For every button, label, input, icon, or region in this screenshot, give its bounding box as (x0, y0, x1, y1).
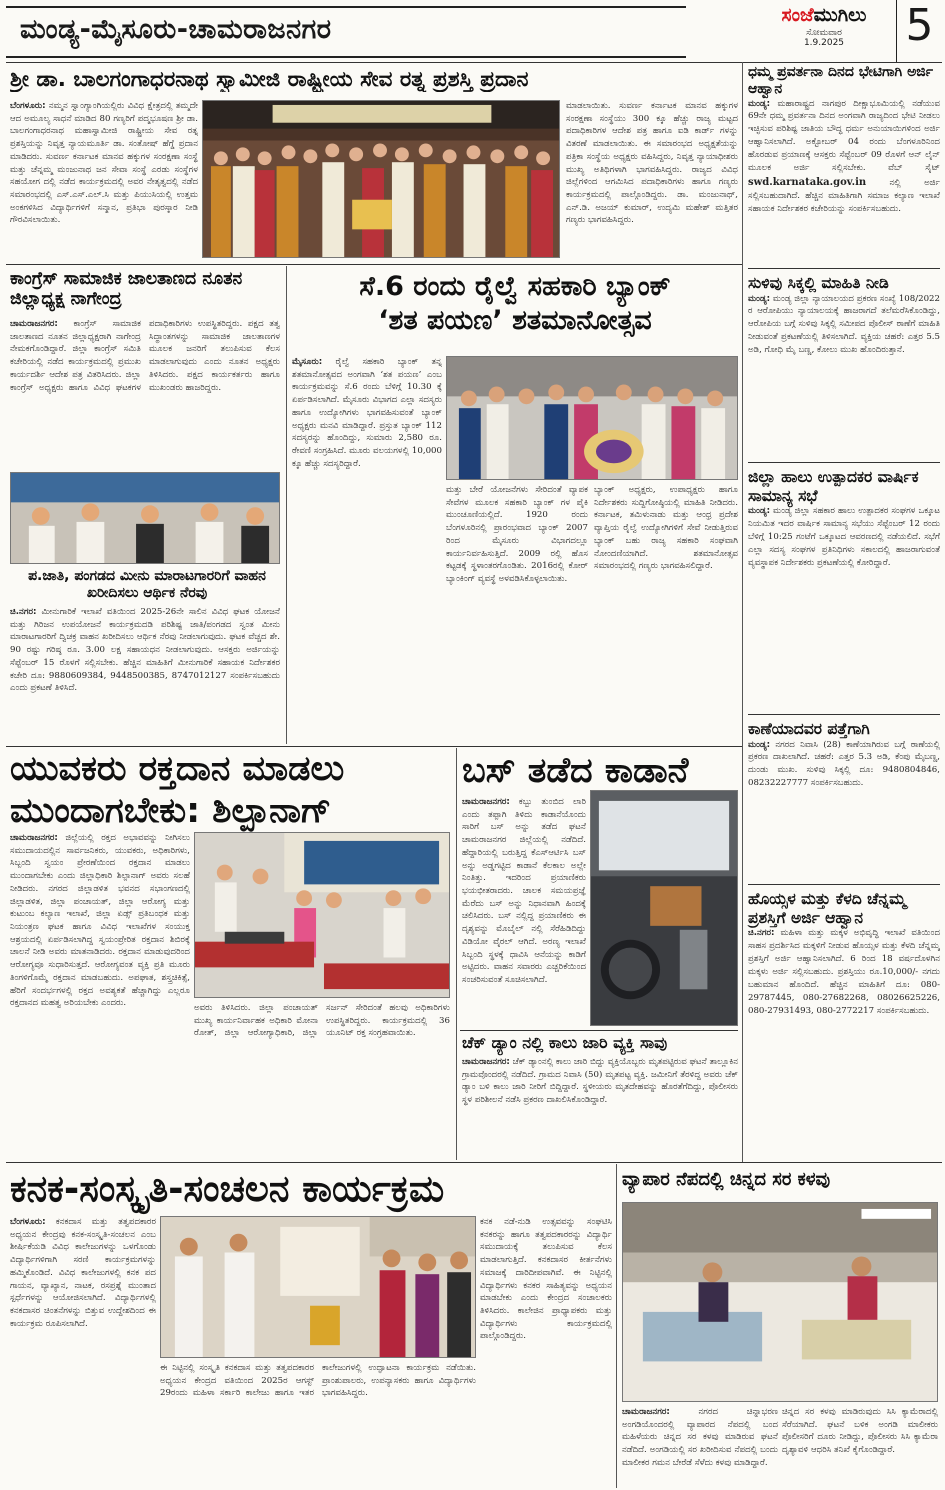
brand-logo[interactable] (760, 4, 888, 62)
theft-body-left (622, 1406, 778, 1484)
checkdam-headline: ಚೆಕ್ ಡ್ಯಾಂ ನಲ್ಲಿ ಕಾಲು ಜಾರಿ ವ್ಯಕ್ತಿ ಸಾವು (462, 1033, 668, 1052)
sidebar-dateline: ಚಿ.ನಗರ: (748, 928, 775, 939)
elephant-body (462, 796, 586, 1024)
theft-text-left: ನಗರದ ಚಿನ್ನಾಭರಣ ಅಂಗಡಿಯೊಂದರಲ್ಲಿ ವ್ಯಾಪಾರದ ನೆಪದಲ್ಲಿ ಬಂದ ಮಹಿಳೆಯರು ಚಿನ್ನದ ಸರ ಕಳವು ಮಾಡಿರುವ ಘಟನೆ ನಡೆದಿದೆ. ಅಂಗಡಿಯಲ್ಲಿ ಸರ ಖರೀದಿಸುವ ನೆಪದಲ್ಲಿ ಬಂದು ಮಾಲೀಕರ ಗಮನ ಬೇರೆಡೆ ಸೆಳೆದು ಕಳವು ಮಾಡಿದ್ದಾರೆ. (622, 1407, 778, 1468)
blood-body-right: ಅವರು ತಿಳಿಸಿದರು. ಜಿಲ್ಲಾ ಪಂಚಾಯತ್ ಮುಖ್ಯ ಕಾರ್ಯನಿರ್ವಾಹಕ ಅಧಿಕಾರಿ ಮೋನಾ ರೋತ್, ಜಿಲ್ಲಾ ಆರೋಗ್ಯಾಧಿಕಾರಿ, ಜಿಲ್ಲಾ ಸರ್ಜನ್ ಸೇರಿದಂತೆ ಹಲವು ಅಧಿಕಾರಿಗಳು ಉಪಸ್ಥಿತರಿದ್ದರು. ಕಾರ್ಯಕ್ರಮದಲ್ಲಿ 36 ಯೂನಿಟ್ ರಕ್ತ ಸಂಗ್ರಹವಾಯಿತು. (194, 1003, 450, 1039)
kanaka-body-mid: ಈ ನಿಟ್ಟಿನಲ್ಲಿ ಸಂಸ್ಕೃತಿ ಕನಕದಾಸ ಮತ್ತು ತತ್ವಪದಕಾರರ ಅಧ್ಯಯನ ಕೇಂದ್ರದ ವತಿಯಿಂದ 2025ರ ಆಗಸ್ಟ್ 29ರಂದು ಮಹಿಳಾ ಸರ್ಕಾರಿ ಕಾಲೇಜು ಹಾಗೂ ಇತರ ಕಾಲೇಜುಗಳಲ್ಲಿ ಉದ್ಘಾಟನಾ ಕಾರ್ಯಕ್ರಮ ನಡೆಯಿತು. ಪ್ರಾಂಶುಪಾಲರು, ಉಪನ್ಯಾಸಕರು ಹಾಗೂ ವಿದ್ಯಾರ್ಥಿಗಳು ಭಾಗವಹಿಸಿದ್ದರು. (160, 1363, 476, 1399)
sidebar-body (748, 293, 940, 453)
sidebar-body (748, 739, 940, 877)
congress-headline: ಕಾಂಗ್ರೆಸ್ ಸಾಮಾಜಿಕ ಜಾಲತಾಣದ ನೂತನ ಜಿಲ್ಲಾಧ್ಯಕ್ಷ ನಾಗೇಂದ್ರ (10, 269, 243, 309)
sidebar-headline: ಹೊಯ್ಸಳ ಮತ್ತು ಕೆಳದಿ ಚೆನ್ನಮ್ಮ ಪ್ರಶಸ್ತಿಗೆ ಅರ್ಜಿ ಆಹ್ವಾನ (748, 890, 906, 927)
blood-text-left: ಜಿಲ್ಲೆಯಲ್ಲಿ ರಕ್ತದ ಅಭಾವವನ್ನು ನೀಗಿಸಲು ಸಮುದಾಯದಲ್ಲಿನ ಸಾರ್ವಜನಿಕರು, ಯುವಕರು, ಅಧಿಕಾರಿಗಳು, ಸಿಬ್ಬಂದಿ ಸ್ವಯಂ ಪ್ರೇರಣೆಯಿಂದ ರಕ್ತದಾನ ಮಾಡಲು ಮುಂದಾಗಬೇಕು ಎಂದು ಜಿಲ್ಲಾಧಿಕಾರಿ ಶಿಲ್ಪಾನಾಗ್ ಅವರು ಸಲಹೆ ನೀಡಿದರು. ನಗರದ ಜಿಲ್ಲಾಡಳಿತ ಭವನದ ಸಭಾಂಗಣದಲ್ಲಿ ಜಿಲ್ಲಾಡಳಿತ, ಜಿಲ್ಲಾ ಪಂಚಾಯತ್, ಜಿಲ್ಲಾ ಆರೋಗ್ಯ ಮತ್ತು ಕುಟುಂಬ ಕಲ್ಯಾಣ ಇಲಾಖೆ, ಜಿಲ್ಲಾ ಏಡ್ಸ್ ಪ್ರತಿಬಂಧಕ ಮತ್ತು ನಿಯಂತ್ರಣ ಘಟಕ ಹಾಗೂ ವಿವಿಧ ಇಲಾಖೆಗಳ ಸಂಯುಕ್ತ ಆಶ್ರಯದಲ್ಲಿ ಏರ್ಪಡಿಸಲಾಗಿದ್ದ ಸ್ವಯಂಪ್ರೇರಿತ ರಕ್ತದಾನ ಶಿಬಿರಕ್ಕೆ ಚಾಲನೆ ನೀಡಿ ಅವರು ಮಾತನಾಡಿದರು. ರಕ್ತದಾನ ಮಾಡುವುದರಿಂದ ಆರೋಗ್ಯವೂ ಸುಧಾರಿಸುತ್ತದೆ. ಆರೋಗ್ಯವಂತ ವ್ಯಕ್ತಿ ಪ್ರತಿ ಮೂರು ತಿಂಗಳಿಗೊಮ್ಮೆ ರಕ್ತದಾನ ಮಾಡಬಹುದು. ಅಪಘಾತ, ಶಸ್ತ್ರಚಿಕಿತ್ಸೆ, ಹೆರಿಗೆ ಸಂದರ್ಭಗಳಲ್ಲಿ ರಕ್ತದ ಅವಶ್ಯಕತೆ ಹೆಚ್ಚಾಗಿದ್ದು ಎಲ್ಲರೂ ರಕ್ತದಾನದ ಮಹತ್ವ ಅರಿಯಬೇಕು ಎಂದರು. (10, 833, 190, 1009)
checkdam-dateline: ಚಾಮರಾಜನಗರ: (462, 1057, 510, 1067)
kanaka-dateline: ಬೆಂಗಳೂರು: (10, 1217, 46, 1227)
sidebar-text: ಮಂಡ್ಯ ಜಿಲ್ಲಾ ಸಹಕಾರ ಹಾಲು ಉತ್ಪಾದಕರ ಸಂಘಗಳ ಒಕ್ಕೂಟ ನಿಯಮಿತ ಇದರ ವಾರ್ಷಿಕ ಸಾಮಾನ್ಯ ಸಭೆಯು ಸೆಪ್ಟೆಂಬರ್ 12 ರಂದು ಬೆಳಿಗ್ಗೆ 10:25 ಗಂಟೆಗೆ ಒಕ್ಕೂಟದ ಆವರಣದಲ್ಲಿ ನಡೆಯಲಿದೆ. ಸಭೆಗೆ ಎಲ್ಲಾ ಸದಸ್ಯ ಸಂಘಗಳ ಪ್ರತಿನಿಧಿಗಳು ಸಕಾಲದಲ್ಲಿ ಹಾಜರಾಗುವಂತೆ ವ್ಯವಸ್ಥಾಪಕ ನಿರ್ದೇಶಕರು ಪ್ರಕಟಣೆಯಲ್ಲಿ ಕೋರಿದ್ದಾರೆ. (748, 506, 940, 568)
congress-text: ಕಾಂಗ್ರೆಸ್ ಸಾಮಾಜಿಕ ಜಾಲತಾಣದ ನೂತನ ಜಿಲ್ಲಾಧ್ಯಕ್ಷರಾಗಿ ನಾಗೇಂದ್ರ ನೇಮಕಗೊಂಡಿದ್ದಾರೆ. ಜಿಲ್ಲಾ ಕಾಂಗ್ರೆಸ್ ಸಮಿತಿ ಕಚೇರಿಯಲ್ಲಿ ನಡೆದ ಕಾರ್ಯಕ್ರಮದಲ್ಲಿ ಪ್ರಮುಖ ಕಾರ್ಯದರ್ಶಿ ಆದೇಶ ಪತ್ರ ವಿತರಿಸಿದರು. ಜಿಲ್ಲಾ ಕಾಂಗ್ರೆಸ್ ಅಧ್ಯಕ್ಷರು ಹಾಗೂ ವಿವಿಧ ಘಟಕಗಳ ಪದಾಧಿಕಾರಿಗಳು ಉಪಸ್ಥಿತರಿದ್ದರು. ಪಕ್ಷದ ತತ್ವ ಸಿದ್ಧಾಂತಗಳನ್ನು ಸಾಮಾಜಿಕ ಜಾಲತಾಣಗಳ ಮೂಲಕ ಜನರಿಗೆ ತಲುಪಿಸುವ ಕೆಲಸ ಮಾಡಲಾಗುವುದು ಎಂದು ನೂತನ ಅಧ್ಯಕ್ಷರು ತಿಳಿಸಿದರು. ಪಕ್ಷದ ಕಾರ್ಯಕರ್ತರು ಹಾಗೂ ಮುಖಂಡರು ಹಾಜರಿದ್ದರು. (10, 319, 280, 393)
issue-date: 1.9.2025 (803, 38, 845, 48)
award-photo (202, 100, 560, 258)
kanaka-headline: ಕನಕ-ಸಂಸ್ಕೃತಿ-ಸಂಚಲನ ಕಾರ್ಯಕ್ರಮ (10, 1167, 445, 1210)
bank-body-mid: ಮತ್ತು ಬೇರೆ ಯೋಜನೆಗಳು ಸೇರಿದಂತೆ ವ್ಯಾಪಕ ಸೇವೆಗಳ ಮೂಲಕ ಸಹಕಾರಿ ಬ್ಯಾಂಕ್ ಗಳ ಪೈಕಿ ಮುಂಚೂಣಿಯಲ್ಲಿದೆ. 1920 ರಂದು ಬೆಂಗಳೂರಿನಲ್ಲಿ ಪ್ರಾರಂಭವಾದ ಬ್ಯಾಂಕ್ 2007 ರಿಂದ ಮೈಸೂರು ವಿಭಾಗದಲ್ಲೂ ಕಾರ್ಯನಿರ್ವಹಿಸುತ್ತಿದೆ. 2009 ರಲ್ಲಿ ಹೊಸ ಕಟ್ಟಡಕ್ಕೆ ಸ್ಥಳಾಂತರಗೊಂಡಿತು. 2016ರಲ್ಲಿ ಕೋರ್ ಬ್ಯಾಂಕಿಂಗ್ ವ್ಯವಸ್ಥೆ ಅಳವಡಿಸಿಕೊಳ್ಳಲಾಯಿತು. (446, 485, 588, 585)
award-body-left (10, 100, 198, 258)
sidebar-headline: ಜಿಲ್ಲಾ ಹಾಲು ಉತ್ಪಾದಕರ ವಾರ್ಷಿಕ ಸಾಮಾನ್ಯ ಸಭೆ (748, 468, 919, 505)
issue-day: ಸೋಮವಾರ (806, 28, 842, 38)
bank-headline-line1: ಸೆ.6 ರಂದು ರೈಲ್ವೆ ಸಹಕಾರಿ ಬ್ಯಾಂಕ್ (359, 271, 671, 302)
blood-dateline: ಚಾಮರಾಜನಗರ: (10, 833, 58, 843)
elephant-dateline: ಚಾಮರಾಜನಗರ: (462, 797, 510, 807)
sidebar-dateline: ಮಂಡ್ಯ: (748, 506, 771, 517)
kanaka-photo (160, 1216, 476, 1358)
sidebar-body (748, 927, 940, 1153)
fishvendors-caption: ಪ.ಜಾತಿ, ಪಂಗಡದ ಮೀನು ಮಾರಾಟಗಾರರಿಗೆ ವಾಹನ ಖರೀದಿಸಲು ಆರ್ಥಿಕ ನೆರವು (28, 568, 266, 601)
theft-photo (622, 1202, 938, 1402)
theft-headline: ವ್ಯಾಪಾರ ನೆಪದಲ್ಲಿ ಚಿನ್ನದ ಸರ ಕಳವು (622, 1169, 831, 1190)
blood-body-left (10, 832, 190, 1158)
award-headline: ಶ್ರೀ ಡಾ. ಬಾಲಗಂಗಾಧರನಾಥ ಸ್ವಾಮೀಜಿ ರಾಷ್ಟ್ರೀಯ ಸೇವ ರತ್ನ ಪ್ರಶಸ್ತಿ ಪ್ರದಾನ (10, 68, 529, 92)
elephant-text: ಕಬ್ಬು ತುಂಬಿದ ಲಾರಿ ಎಂದು ತಪ್ಪಾಗಿ ತಿಳಿದು ಕಾಡಾನೆಯೊಂದು ಸಾರಿಗೆ ಬಸ್ ಅನ್ನು ತಡೆದ ಘಟನೆ ಚಾಮರಾಜನಗರ ಜಿಲ್ಲೆಯಲ್ಲಿ ನಡೆದಿದೆ. ಹೆದ್ದಾರಿಯಲ್ಲಿ ಬರುತ್ತಿದ್ದ ಕೆಎಸ್ಆರ್ಟಿಸಿ ಬಸ್ ಅನ್ನು ಅಡ್ಡಗಟ್ಟಿದ ಕಾಡಾನೆ ಕೆಲಕಾಲ ಅಲ್ಲೇ ನಿಂತಿತ್ತು. ಇದರಿಂದ ಪ್ರಯಾಣಿಕರು ಭಯಭೀತರಾದರು. ಚಾಲಕ ಸಮಯಪ್ರಜ್ಞೆ ಮೆರೆದು ಬಸ್ ಅನ್ನು ನಿಧಾನವಾಗಿ ಹಿಂದಕ್ಕೆ ಚಲಿಸಿದರು. ಬಸ್ ನಲ್ಲಿದ್ದ ಪ್ರಯಾಣಿಕರು ಈ ದೃಶ್ಯವನ್ನು ಮೊಬೈಲ್ ನಲ್ಲಿ ಸೆರೆಹಿಡಿದಿದ್ದು ವಿಡಿಯೋ ವೈರಲ್ ಆಗಿದೆ. ಅರಣ್ಯ ಇಲಾಖೆ ಸಿಬ್ಬಂದಿ ಸ್ಥಳಕ್ಕೆ ಧಾವಿಸಿ ಆನೆಯನ್ನು ಕಾಡಿಗೆ ಅಟ್ಟಿದರು. ವಾಹನ ಸವಾರರು ಎಚ್ಚರಿಕೆಯಿಂದ ಸಂಚರಿಸುವಂತೆ ಸೂಚಿಸಲಾಗಿದೆ. (462, 797, 586, 986)
bank-body-right: ಬ್ಯಾಂಕ್ ಅಧ್ಯಕ್ಷರು, ಉಪಾಧ್ಯಕ್ಷರು ಹಾಗೂ ನಿರ್ದೇಶಕರು ಸುದ್ದಿಗೋಷ್ಠಿಯಲ್ಲಿ ಮಾಹಿತಿ ನೀಡಿದರು. ಕರ್ನಾಟಕ, ತಮಿಳುನಾಡು ಮತ್ತು ಆಂಧ್ರ ಪ್ರದೇಶ ವ್ಯಾಪ್ತಿಯ ರೈಲ್ವೆ ಉದ್ಯೋಗಿಗಳಿಗೆ ಸೇವೆ ನೀಡುತ್ತಿರುವ ಬ್ಯಾಂಕ್ ಬಹು ರಾಜ್ಯ ಸಹಕಾರಿ ಸಂಘವಾಗಿ ನೋಂದಣಿಯಾಗಿದೆ. ಶತಮಾನೋತ್ಸವ ಸಮಾರಂಭದಲ್ಲಿ ಗಣ್ಯರು ಭಾಗವಹಿಸಲಿದ್ದಾರೆ. (594, 485, 738, 572)
fishvendors-body (10, 606, 280, 742)
sidebar-headline: ಸುಳಿವು ಸಿಕ್ಕಲ್ಲಿ ಮಾಹಿತಿ ನೀಡಿ (748, 274, 889, 292)
blood-headline-line1: ಯುವಕರು ರಕ್ತದಾನ ಮಾಡಲು (10, 749, 345, 789)
blood-headline-line2: ಮುಂದಾಗಬೇಕು: ಶಿಲ್ಪಾನಾಗ್ (10, 791, 332, 831)
sidebar-headline: ಧಮ್ಮ ಪ್ರವರ್ತನಾ ದಿನದ ಭೇಟಿಗಾಗಿ ಅರ್ಜಿ ಆಹ್ವಾನ (748, 64, 933, 97)
sidebar-text: ಮಹಿಳಾ ಮತ್ತು ಮಕ್ಕಳ ಅಭಿವೃದ್ಧಿ ಇಲಾಖೆ ವತಿಯಿಂದ ಸಾಹಸ ಪ್ರದರ್ಶಿಸಿದ ಮಕ್ಕಳಿಗೆ ನೀಡುವ ಹೊಯ್ಸಳ ಮತ್ತು ಕೆಳದಿ ಚೆನ್ನಮ್ಮ ಪ್ರಶಸ್ತಿಗೆ ಅರ್ಜಿ ಆಹ್ವಾನಿಸಲಾಗಿದೆ. 6 ರಿಂದ 18 ವರ್ಷದೊಳಗಿನ ಮಕ್ಕಳು ಅರ್ಜಿ ಸಲ್ಲಿಸಬಹುದು. ಪ್ರಶಸ್ತಿಯು ರೂ.10,000/- ನಗದು ಬಹುಮಾನ ಹೊಂದಿದೆ. ಹೆಚ್ಚಿನ ಮಾಹಿತಿಗೆ ದೂ: 080-29787445, 080-27682268, 08026625226, 080-27931493, 080-2772217 ಸಂಪರ್ಕಿಸಬಹುದು. (748, 928, 940, 1016)
sidebar-body (748, 98, 940, 246)
award-dateline: ಬೆಂಗಳೂರು: (10, 101, 46, 111)
award-text-left: ನಮ್ಮನ ಸ್ವಾಂಗ್ಯಾಂಗಿಯಲ್ಲಿರು ವಿವಿಧ ಕ್ಷೇತ್ರದಲ್ಲಿ ತಮ್ಮದೇ ಆದ ಅಮೂಲ್ಯ ಸಾಧನೆ ಮಾಡಿದ 80 ಗಣ್ಯರಿಗೆ ಪದ್ಮಭೂಷಣ ಶ್ರೀ ಡಾ. ಬಾಲಗಂಗಾಧರನಾಥ ಮಹಾಸ್ವಾಮೀಜಿ ರಾಷ್ಟ್ರೀಯ ಸೇವ ರತ್ನ ಪ್ರಶಸ್ತಿಯನ್ನು ನಿವೃತ್ತ ನ್ಯಾಯಮೂರ್ತಿ ಡಾ. ಸಂತೋಷ್ ಹೆಗ್ಡೆ ಪ್ರದಾನ ಮಾಡಿದರು. ಸುವರ್ಣ ಕರ್ನಾಟಕ ಮಾನವ ಹಕ್ಕುಗಳ ಸಂರಕ್ಷಣಾ ಸಂಸ್ಥೆ ಮತ್ತು ಚೆನ್ನಮ್ಮ ಮಂಜುನಾಥ ಜನ ಸೇವಾ ಸಂಸ್ಥೆ ಎರಡು ಸಂಸ್ಥೆಗಳ ಸಹಯೋಗ ದಲ್ಲಿ ನಡೆದ ಕಾರ್ಯಕ್ರಮದಲ್ಲಿ ಅವರ ನೇತೃತ್ವದಲ್ಲಿ ನಡೆದ ಸಮಾರಂಭದಲ್ಲಿ ಎಸ್.ಎಸ್.ಎಲ್.ಸಿ ಮತ್ತು ಪಿಯುಸಿಯಲ್ಲಿ ಉತ್ತಮ ಅಂಕಗಳಿಸಿದ ವಿದ್ಯಾರ್ಥಿಗಳಿಗೆ ಸನ್ಮಾನ, ಪ್ರತಿಭಾ ಪುರಸ್ಕಾರ ನೀಡಿ ಗೌರವಿಸಲಾಯಿತು. (10, 101, 198, 226)
brand-part2: ಮುಗಿಲು (813, 4, 867, 26)
sidebar-item-clue (748, 274, 940, 453)
sidebar-item-award-call (748, 890, 940, 1153)
congress-photo (10, 472, 280, 564)
sidebar-item-milk (748, 468, 940, 709)
sidebar-dateline: ಮಂಡ್ಯ: (748, 739, 771, 750)
brand-part1: ಸಂಜೆ (781, 4, 814, 26)
sidebar (748, 64, 940, 1160)
sidebar-dateline: ಮಂಡ್ಯ: (748, 293, 771, 304)
sidebar-text: ನಗರದ ನಿವಾಸಿ (28) ಕಾಣೆಯಾಗಿರುವ ಬಗ್ಗೆ ಠಾಣೆಯಲ್ಲಿ ಪ್ರಕರಣ ದಾಖಲಾಗಿದೆ. ಚಹರೆ: ಎತ್ತರ 5.3 ಅಡಿ, ಕೆಂಪು ಮೈಬಣ್ಣ, ದುಂಡು ಮುಖ. ಸುಳಿವು ಸಿಕ್ಕಲ್ಲಿ ದೂ: 9480804846, 08232227777 ಸಂಪರ್ಕಿಸಬಹುದು. (748, 739, 940, 789)
congress-dateline: ಚಾಮರಾಜನಗರ: (10, 319, 58, 329)
sidebar-item-missing (748, 720, 940, 877)
sidebar-headline: ಕಾಣೆಯಾದವರ ಪತ್ತೆಗಾಗಿ (748, 720, 870, 738)
blood-photo (194, 832, 450, 998)
sidebar-body (748, 505, 940, 709)
sidebar-text: ಮಂಡ್ಯ ಜಿಲ್ಲಾ ನ್ಯಾಯಾಲಯದ ಪ್ರಕರಣ ಸಂಖ್ಯೆ 108/2022 ರ ಆರೋಪಿಯು ನ್ಯಾಯಾಲಯಕ್ಕೆ ಹಾಜರಾಗದೆ ತಲೆಮರೆಸಿಕೊಂಡಿದ್ದು, ಆರೋಪಿಯ ಬಗ್ಗೆ ಸುಳಿವು ಸಿಕ್ಕಲ್ಲಿ ಸಮೀಪದ ಪೊಲೀಸ್ ಠಾಣೆಗೆ ಮಾಹಿತಿ ನೀಡುವಂತೆ ಪ್ರಕಟಣೆಯಲ್ಲಿ ತಿಳಿಸಲಾಗಿದೆ. ವ್ಯಕ್ತಿಯ ಚಹರೆ: ಎತ್ತರ 5.5 ಅಡಿ, ಗೋಧಿ ಮೈ ಬಣ್ಣ, ಕೋಲು ಮುಖ ಹೊಂದಿರುತ್ತಾನೆ. (748, 293, 940, 356)
bank-photo (446, 356, 738, 480)
sidebar-tail: ನಲ್ಲಿ ಅರ್ಜಿ ಸಲ್ಲಿಸಬಹುದಾಗಿದೆ. ಹೆಚ್ಚಿನ ಮಾಹಿತಿಗಾಗಿ ಸಮಾಜ ಕಲ್ಯಾಣ ಇಲಾಖೆ ಸಹಾಯಕ ನಿರ್ದೇಶಕರ ಕಚೇರಿಯನ್ನು ಸಂಪರ್ಕಿಸಬಹುದು. (748, 177, 940, 214)
elephant-photo (590, 790, 738, 1026)
checkdam-body (462, 1056, 738, 1158)
kanaka-body-left (10, 1216, 156, 1484)
section-title: ಮಂಡ್ಯ-ಮೈಸೂರು-ಚಾಮರಾಜನಗರ (6, 6, 686, 58)
bank-body-left (292, 356, 442, 742)
sidebar-item-dhamma (748, 64, 940, 246)
theft-dateline: ಚಾಮರಾಜನಗರ: (622, 1407, 670, 1417)
sidebar-link[interactable]: swd.karnataka.gov.in (748, 176, 867, 188)
congress-body (10, 318, 280, 468)
fishvendors-text: ಮೀನುಗಾರಿಕೆ ಇಲಾಖೆ ವತಿಯಿಂದ 2025-26ನೇ ಸಾಲಿನ ವಿವಿಧ ಘಟಕ ಯೋಜನೆ ಮತ್ತು ಗಿರಿಜನ ಉಪಯೋಜನೆ ಕಾರ್ಯಕ್ರಮದಡಿ ಪರಿಶಿಷ್ಟ ಜಾತಿ/ಪಂಗಡದ ಸ್ವಂತ ಮೀನು ಮಾರಾಟಗಾರರಿಗೆ ದ್ವಿಚಕ್ರ ವಾಹನ ಖರೀದಿಸಲು ಆರ್ಥಿಕ ನೆರವು ನೀಡಲಾಗುವುದು. ಘಟಕ ವೆಚ್ಚದ ಶೇ. 90 ರಷ್ಟು ಗರಿಷ್ಠ ರೂ. 3.00 ಲಕ್ಷ ಸಹಾಯಧನ ನೀಡಲಾಗುವುದು. ಆಸಕ್ತರು ಅರ್ಜಿಯನ್ನು ಸೆಪ್ಟೆಂಬರ್ 15 ರೊಳಗೆ ಸಲ್ಲಿಸಬೇಕು. ಹೆಚ್ಚಿನ ಮಾಹಿತಿಗೆ ಮೀನುಗಾರಿಕೆ ಸಹಾಯಕ ನಿರ್ದೇಶಕರ ಕಚೇರಿ ದೂ: 9880609384, 9448500385, 8747012127 ಸಂಪರ್ಕಿಸಬಹುದು ಎಂದು ಪ್ರಕಟಣೆ ತಿಳಿಸಿದೆ. (10, 607, 280, 694)
sidebar-text: ಮಹಾರಾಷ್ಟ್ರದ ನಾಗಪುರ ದೀಕ್ಷಾಭೂಮಿಯಲ್ಲಿ ನಡೆಯುವ 69ನೇ ಧಮ್ಮ ಪ್ರವರ್ತನಾ ದಿನದ ಅಂಗವಾಗಿ ರಾಜ್ಯದಿಂದ ಭೇಟಿ ನೀಡಲು ಇಚ್ಛಿಸುವ ಪರಿಶಿಷ್ಟ ಜಾತಿಯ ಬೌದ್ಧ ಧರ್ಮ ಅನುಯಾಯಿಗಳಿಂದ ಅರ್ಜಿ ಆಹ್ವಾನಿಸಲಾಗಿದೆ. ಅಕ್ಟೋಬರ್ 04 ರಂದು ಬೆಂಗಳೂರಿನಿಂದ ಹೊರಡುವ ಪ್ರಯಾಣಕ್ಕೆ ಆಸಕ್ತರು ಸೆಪ್ಟೆಂಬರ್ 09 ರೊಳಗೆ ಆನ್ ಲೈನ್ ಮೂಲಕ ಅರ್ಜಿ ಸಲ್ಲಿಸಬೇಕು. ವೆಬ್ ಸೈಟ್ (748, 98, 940, 174)
checkdam-text: ಚೆಕ್ ಡ್ಯಾಂನಲ್ಲಿ ಕಾಲು ಜಾರಿ ಬಿದ್ದು ವ್ಯಕ್ತಿಯೊಬ್ಬರು ಮೃತಪಟ್ಟಿರುವ ಘಟನೆ ತಾಲ್ಲೂಕಿನ ಗ್ರಾಮವೊಂದರಲ್ಲಿ ನಡೆದಿದೆ. ಗ್ರಾಮದ ನಿವಾಸಿ (50) ಮೃತಪಟ್ಟ ವ್ಯಕ್ತಿ. ಜಮೀನಿಗೆ ತೆರಳಿದ್ದ ಅವರು ಚೆಕ್ ಡ್ಯಾಂ ಬಳಿ ಕಾಲು ಜಾರಿ ನೀರಿಗೆ ಬಿದ್ದಿದ್ದಾರೆ. ಸ್ಥಳೀಯರು ಮೃತದೇಹವನ್ನು ಹೊರತೆಗೆದಿದ್ದು, ಪೊಲೀಸರು ಸ್ಥಳ ಪರಿಶೀಲನೆ ನಡೆಸಿ ಪ್ರಕರಣ ದಾಖಲಿಸಿಕೊಂಡಿದ್ದಾರೆ. (462, 1057, 738, 1106)
bank-text-left: ರೈಲ್ವೆ ಸಹಕಾರಿ ಬ್ಯಾಂಕ್ ತನ್ನ ಶತಮಾನೋತ್ಸವದ ಅಂಗವಾಗಿ ‘ಶತ ಪಯಣ’ ಎಂಬ ಕಾರ್ಯಕ್ರಮವನ್ನು ಸೆ.6 ರಂದು ಬೆಳಿಗ್ಗೆ 10.30 ಕ್ಕೆ ಏರ್ಪಡಿಸಲಾಗಿದೆ. ಮೈಸೂರು ವಿಭಾಗದ ಎಲ್ಲಾ ಸದಸ್ಯರು ಹಾಗೂ ಉದ್ಯೋಗಿಗಳು ಭಾಗವಹಿಸುವಂತೆ ಬ್ಯಾಂಕ್ ಅಧ್ಯಕ್ಷರು ಮನವಿ ಮಾಡಿದ್ದಾರೆ. ಪ್ರಸ್ತುತ ಬ್ಯಾಂಕ್ 112 ಸದಸ್ಯರನ್ನು ಹೊಂದಿದ್ದು, ಸುಮಾರು 2,580 ರೂ. ಠೇವಣಿ ಸಂಗ್ರಹಿಸಿದೆ. ಮೂರು ವಲಯಗಳಲ್ಲಿ 10,000 ಕ್ಕೂ ಹೆಚ್ಚು ಸದಸ್ಯರಿದ್ದಾರೆ. (292, 357, 442, 469)
elephant-headline: ಬಸ್ ತಡೆದ ಕಾಡಾನೆ (462, 751, 689, 791)
theft-body-right: ಚಿನ್ನದ ಸರ ಕಳವು ಮಾಡಿರುವುದು ಸಿಸಿ ಕ್ಯಾಮೆರಾದಲ್ಲಿ ಸೆರೆಯಾಗಿದೆ. ಘಟನೆ ಬಳಿಕ ಅಂಗಡಿ ಮಾಲೀಕರು ಪೊಲೀಸರಿಗೆ ದೂರು ನೀಡಿದ್ದು, ಪೊಲೀಸರು ಸಿಸಿ ಕ್ಯಾಮೆರಾ ದೃಶ್ಯಾವಳಿ ಆಧರಿಸಿ ತನಿಖೆ ಕೈಗೊಂಡಿದ್ದಾರೆ. (782, 1407, 938, 1456)
award-body-right: ಮಾಡಲಾಯಿತು. ಸುವರ್ಣ ಕರ್ನಾಟಕ ಮಾನವ ಹಕ್ಕುಗಳ ಸಂರಕ್ಷಣಾ ಸಂಸ್ಥೆಯು 300 ಕ್ಕೂ ಹೆಚ್ಚು ರಾಜ್ಯ ಮಟ್ಟದ ಪದಾಧಿಕಾರಿಗಳ ಆದೇಶ ಪತ್ರ ಹಾಗೂ ಐಡಿ ಕಾರ್ಡ್ ಗಳನ್ನು ವಿತರಣೆ ಮಾಡಲಾಯಿತು. ಈ ಸಮಾರಂಭದ ಅಧ್ಯಕ್ಷತೆಯನ್ನು ಪತ್ರಿಕಾ ಸಂಸ್ಥೆಯ ಅಧ್ಯಕ್ಷರು ವಹಿಸಿದ್ದರು, ನಿವೃತ್ತ ನ್ಯಾಯಾಧೀಶರು ಮುಖ್ಯ ಅತಿಥಿಗಳಾಗಿ ಭಾಗವಹಿಸಿದ್ದರು. ರಾಜ್ಯದ ವಿವಿಧ ಜಿಲ್ಲೆಗಳಿಂದ ಆಗಮಿಸಿದ ಪದಾಧಿಕಾರಿಗಳು ಹಾಗೂ ಗಣ್ಯರು ಕಾರ್ಯಕ್ರಮದಲ್ಲಿ ಪಾಲ್ಗೊಂಡಿದ್ದರು. ಡಾ. ಮಂಜುನಾಥ್, ಎನ್.ಡಿ. ಅಜಯ್ ಕುಮಾರ್, ಉದ್ಯಮಿ ಮಹೇಶ್ ಮತ್ತಿತರ ಗಣ್ಯರು ಭಾಗವಹಿಸಿದ್ದರು. (566, 101, 738, 226)
bank-headline-line2: ‘ಶತ ಪಯಣ’ ಶತಮಾನೋತ್ಸವ (378, 305, 652, 336)
kanaka-body-right: ಕನಕ ನಡೆ-ನುಡಿ ಉತ್ಸವವನ್ನು ಸಂಘಟಿಸಿ ಕನಕರನ್ನು ಹಾಗೂ ತತ್ವಪದಕಾರರನ್ನು ವಿದ್ಯಾರ್ಥಿ ಸಮುದಾಯಕ್ಕೆ ತಲುಪಿಸುವ ಕೆಲಸ ಮಾಡಲಾಗುತ್ತಿದೆ. ಕನಕದಾಸರ ಕೀರ್ತನೆಗಳು ಸಮಾಜಕ್ಕೆ ದಾರಿದೀಪವಾಗಿವೆ. ಈ ನಿಟ್ಟಿನಲ್ಲಿ ವಿದ್ಯಾರ್ಥಿಗಳು ಕನಕರ ಸಾಹಿತ್ಯವನ್ನು ಅಧ್ಯಯನ ಮಾಡಬೇಕು ಎಂದು ಕೇಂದ್ರದ ಸಂಚಾಲಕರು ತಿಳಿಸಿದರು. ಕಾಲೇಜಿನ ಪ್ರಾಧ್ಯಾಪಕರು ಮತ್ತು ವಿದ್ಯಾರ್ಥಿಗಳು ಕಾರ್ಯಕ್ರಮದಲ್ಲಿ ಪಾಲ್ಗೊಂಡಿದ್ದರು. (480, 1217, 612, 1342)
kanaka-text-left: ಕನಕದಾಸ ಮತ್ತು ತತ್ವಪದಕಾರರ ಅಧ್ಯಯನ ಕೇಂದ್ರವು ಕನಕ-ಸಂಸ್ಕೃತಿ-ಸಂಚಲನ ಎಂಬ ಶೀರ್ಷಿಕೆಯಡಿ ವಿವಿಧ ಕಾಲೇಜುಗಳನ್ನು ಒಳಗೊಂಡು ವಿದ್ಯಾರ್ಥಿಗಳಿಗಾಗಿ ಸರಣಿ ಕಾರ್ಯಕ್ರಮಗಳನ್ನು ಹಮ್ಮಿಕೊಂಡಿದೆ. ವಿವಿಧ ಕಾಲೇಜುಗಳಲ್ಲಿ ಕನಕ ಪದ ಗಾಯನ, ವ್ಯಾಖ್ಯಾನ, ನಾಟಕ, ರಸಪ್ರಶ್ನೆ ಮುಂತಾದ ಸ್ಪರ್ಧೆಗಳನ್ನು ಆಯೋಜಿಸಲಾಗಿದೆ. ವಿದ್ಯಾರ್ಥಿಗಳಲ್ಲಿ ಕನಕದಾಸರ ಚಿಂತನೆಗಳನ್ನು ಬಿತ್ತುವ ಉದ್ದೇಶದಿಂದ ಈ ಕಾರ್ಯಕ್ರಮ ರೂಪಿಸಲಾಗಿದೆ. (10, 1217, 156, 1329)
sidebar-dateline: ಮಂಡ್ಯ: (748, 98, 771, 109)
bank-dateline: ಮೈಸೂರು: (292, 357, 323, 367)
fishvendors-dateline: ಚಿ.ನಗರ: (10, 607, 37, 617)
page-number: 5 (896, 0, 942, 62)
